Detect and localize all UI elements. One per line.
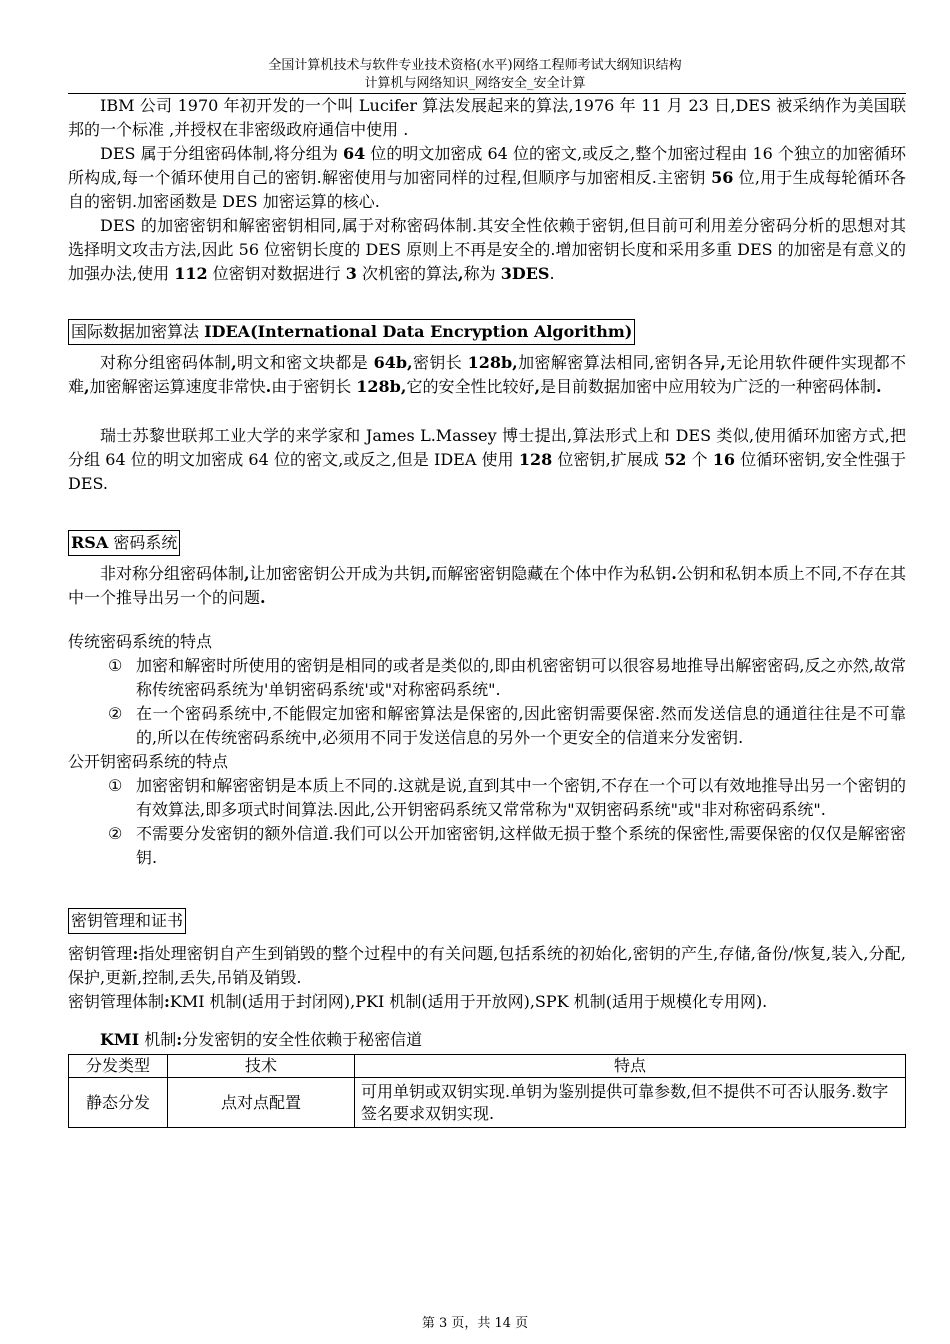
page-content — [68, 94, 906, 1128]
table-cell: 可用单钥或双钥实现.单钥为鉴别提供可靠参数,但不提供不可否认服务.数字签名要求双钥实现. — [355, 1078, 906, 1128]
key-management-systems: 密钥管理体制:KMI 机制(适用于封闭网),PKI 机制(适用于开放网),SPK 机制(适用于规模化专用网). — [68, 992, 768, 1011]
list-item: ① 加密和解密时所使用的密钥是相同的或者是类似的,即由机密密钥可以很容易地推导出解密密码,反之亦然,故常称传统密码系统为'单钥密码系统'或"对称密码系统". — [108, 656, 906, 699]
table-cell: 点对点配置 — [168, 1078, 355, 1128]
table-cell: 静态分发 — [69, 1078, 168, 1128]
idea-paragraph-2: 瑞士苏黎世联邦工业大学的来学家和 James L.Massey 博士提出,算法形式上和 DES 类似,使用循环加密方式,把分组 64 位的明文加密成 64 位的密文,或反之,但是 IDEA 使用 128 位密钥,扩展成 52 个 16 位循环密钥,安全性强于 DES. — [68, 426, 906, 493]
table-row — [69, 1078, 906, 1128]
traditional-crypto-heading: 传统密码系统的特点 — [68, 632, 213, 651]
key-management-definition: 密钥管理:指处理密钥自产生到销毁的整个过程中的有关问题,包括系统的初始化,密钥的产生,存储,备份/恢复,装入,分配,保护,更新,控制,丢失,吊销及销毁. — [68, 944, 906, 987]
public-key-crypto-list — [68, 774, 906, 870]
running-header-subtitle: 计算机与网络知识_网络安全_安全计算 — [364, 76, 586, 91]
table-header-cell: 特点 — [355, 1055, 906, 1078]
des-paragraph-2: DES 属于分组密码体制,将分组为 64 位的明文加密成 64 位的密文,或反之,整个加密过程由 16 个独立的加密循环所构成,每一个循环使用自己的密钥.解密使用与加密同样的过程,但顺序与加密相反.主密钥 56 位,用于生成每轮循环各自的密钥.加密函数是 DES 加密运算的核心. — [68, 144, 906, 211]
list-item: ② 在一个密码系统中,不能假定加密和解密算法是保密的,因此密钥需要保密.然而发送信息的通道往往是不可靠的,所以在传统密码系统中,必须用不同于发送信息的另外一个更安全的信道来分发密钥. — [108, 704, 906, 747]
rsa-section-heading: RSA 密码系统 — [68, 530, 906, 556]
list-item: ② 不需要分发密钥的额外信道.我们可以公开加密密钥,这样做无损于整个系统的保密性,需要保密的仅仅是解密密钥. — [108, 824, 906, 867]
traditional-crypto-list — [68, 654, 906, 750]
idea-section-heading: 国际数据加密算法 IDEA(International Data Encryption Algorithm) — [68, 319, 906, 345]
des-paragraph-3: DES 的加密密钥和解密密钥相同,属于对称密码体制.其安全性依赖于密钥,但目前可利用差分密码分析的思想对其选择明文攻击方法,因此 56 位密钥长度的 DES 原则上不再是安全的.增加密钥长度和采用多重 DES 的加密是有意义的加强办法,使用 112 位密钥对数据进行 3 次机密的算法,称为 3DES. — [68, 216, 906, 283]
idea-paragraph-1: 对称分组密码体制,明文和密文块都是 64b,密钥长 128b,加密解密算法相同,密钥各异,无论用软件硬件实现都不难,加密解密运算速度非常快.由于密钥长 128b,它的安全性比较好,是目前数据加密中应用较为广泛的一种密码体制. — [68, 353, 906, 396]
rsa-paragraph-1: 非对称分组密码体制,让加密密钥公开成为共钥,而解密密钥隐藏在个体中作为私钥.公钥和私钥本质上不同,不存在其中一个推导出另一个的问题. — [68, 564, 906, 607]
table-header-row — [69, 1055, 906, 1078]
page-number: 第 3 页，共 14 页 — [421, 1316, 529, 1331]
kmi-table — [68, 1054, 906, 1128]
kmi-caption: KMI 机制:分发密钥的安全性依赖于秘密信道 — [100, 1030, 423, 1049]
running-header-title: 全国计算机技术与软件专业技术资格(水平)网络工程师考试大纲知识结构 — [268, 58, 682, 73]
des-paragraph-1: IBM 公司 1970 年初开发的一个叫 Lucifer 算法发展起来的算法,1976 年 11 月 23 日,DES 被采纳作为美国联邦的一个标准 ,并授权在非密级政府通信中使用 . — [68, 96, 906, 139]
table-header-cell: 分发类型 — [69, 1055, 168, 1078]
list-item: ① 加密密钥和解密密钥是本质上不同的.这就是说,直到其中一个密钥,不存在一个可以有效地推导出另一个密钥的有效算法,即多项式时间算法.因此,公开钥密码系统又常常称为"双钥密码系统"或"非对称密码系统". — [108, 776, 906, 819]
public-key-crypto-heading: 公开钥密码系统的特点 — [68, 752, 229, 771]
table-header-cell: 技术 — [168, 1055, 355, 1078]
key-management-section-heading: 密钥管理和证书 — [68, 908, 906, 934]
